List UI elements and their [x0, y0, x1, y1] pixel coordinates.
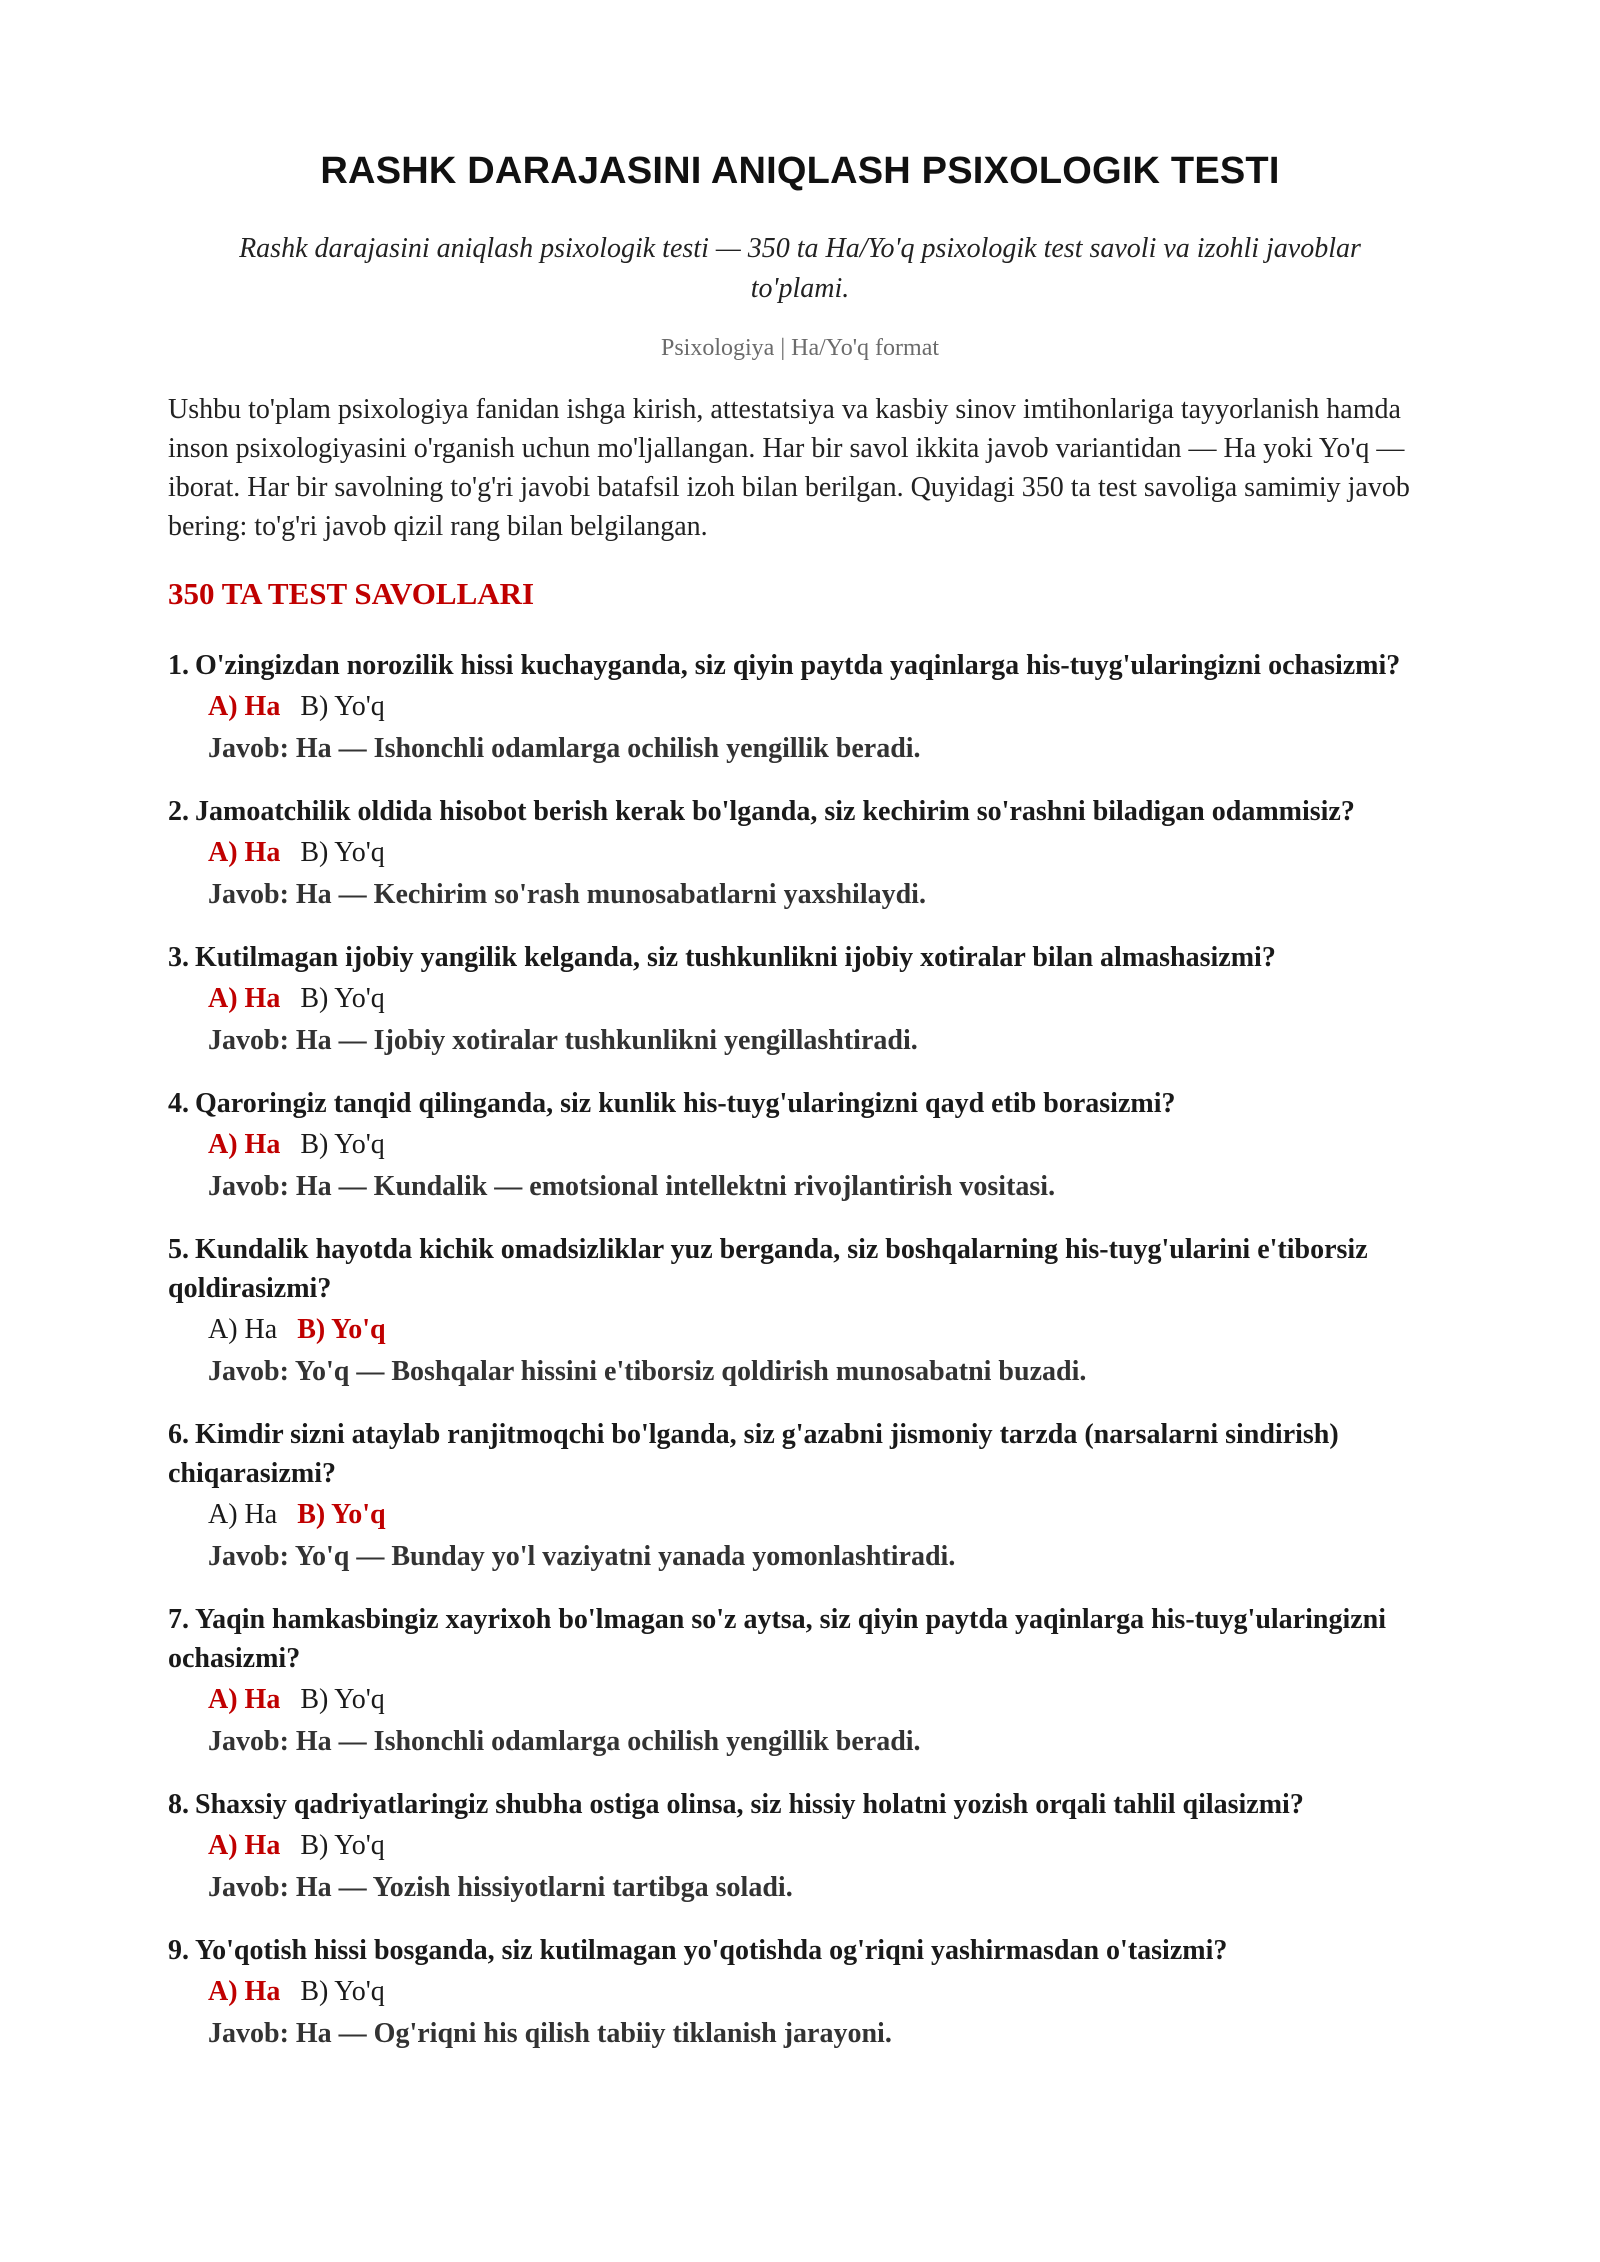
question-item: [168, 1084, 1432, 1208]
answer-explanation: Javob: Ha — Ijobiy xotiralar tushkunlikni yengillashtiradi.: [208, 1025, 918, 1056]
question-body: Kutilmagan ijobiy yangilik kelganda, siz tushkunlikni ijobiy xotiralar bilan almashasizmi?: [195, 942, 1276, 973]
option-b[interactable]: B) Yo'q: [297, 1314, 386, 1345]
question-number: 4.: [168, 1088, 189, 1119]
question-list: [168, 646, 1432, 2055]
page-subtitle: Rashk darajasini aniqlash psixologik testi — 350 ta Ha/Yo'q psixologik test savoli va izohli javoblar to'plami.: [239, 233, 1361, 304]
question-body: Yaqin hamkasbingiz xayrixoh bo'lmagan so'z aytsa, siz qiyin paytda yaqinlarga his-tuyg'ularingizni ochasizmi?: [168, 1604, 1387, 1674]
intro-paragraph: Ushbu to'plam psixologiya fanidan ishga kirish, attestatsiya va kasbiy sinov imtihonlariga tayyorlanish hamda inson psixologiyasini o'rganish uchun mo'ljallangan. Har bir savol ikkita javob variantidan — Ha yoki Yo'q — iborat. Har bir savolning to'g'ri javobi batafsil izoh bilan berilgan. Quyidagi 350 ta test savoliga samimiy javob bering: to'g'ri javob qizil rang bilan belgilangan.: [168, 394, 1410, 542]
question-body: Jamoatchilik oldida hisobot berish kerak bo'lganda, siz kechirim so'rashni biladigan odammisiz?: [195, 796, 1355, 827]
question-item: [168, 1230, 1432, 1393]
question-text: [168, 646, 1432, 685]
question-item: [168, 1600, 1432, 1763]
answer-options: [168, 1494, 1432, 1536]
option-b[interactable]: B) Yo'q: [300, 983, 385, 1014]
question-number: 7.: [168, 1604, 189, 1635]
option-a[interactable]: A) Ha: [208, 691, 281, 722]
question-item: [168, 1785, 1432, 1909]
answer-explanation: Javob: Ha — Og'riqni his qilish tabiiy tiklanish jarayoni.: [208, 2018, 892, 2049]
question-number: 5.: [168, 1234, 189, 1265]
question-item: [168, 938, 1432, 1062]
question-item: [168, 1931, 1432, 2055]
option-b[interactable]: B) Yo'q: [297, 1499, 386, 1530]
question-item: [168, 1415, 1432, 1578]
answer-options: [168, 686, 1432, 728]
option-b[interactable]: B) Yo'q: [300, 1684, 385, 1715]
option-a[interactable]: A) Ha: [208, 1129, 281, 1160]
answer-options: [168, 1309, 1432, 1351]
option-b[interactable]: B) Yo'q: [300, 1830, 385, 1861]
question-text: [168, 1785, 1432, 1824]
option-a[interactable]: A) Ha: [208, 1684, 281, 1715]
question-number: 6.: [168, 1419, 189, 1450]
question-body: Shaxsiy qadriyatlaringiz shubha ostiga olinsa, siz hissiy holatni yozish orqali tahlil qilasizmi?: [195, 1789, 1304, 1820]
option-a[interactable]: A) Ha: [208, 1976, 281, 2007]
page-meta: Psixologiya | Ha/Yo'q format: [660, 335, 940, 361]
answer-explanation: Javob: Yo'q — Bunday yo'l vaziyatni yanada yomonlashtiradi.: [208, 1541, 956, 1572]
answer-options: [168, 978, 1432, 1020]
question-body: Qaroringiz tanqid qilinganda, siz kunlik his-tuyg'ularingizni qayd etib borasizmi?: [195, 1088, 1176, 1119]
answer-options: [168, 1679, 1432, 1721]
question-item: [168, 792, 1432, 916]
option-b[interactable]: B) Yo'q: [300, 1976, 385, 2007]
option-b[interactable]: B) Yo'q: [300, 691, 385, 722]
option-a[interactable]: A) Ha: [208, 1499, 278, 1530]
question-text: [168, 938, 1432, 977]
answer-explanation: Javob: Ha — Yozish hissiyotlarni tartibga soladi.: [208, 1872, 793, 1903]
question-number: 9.: [168, 1935, 189, 1966]
option-a[interactable]: A) Ha: [208, 1314, 278, 1345]
answer-options: [168, 1825, 1432, 1867]
question-text: [168, 1931, 1432, 1970]
answer-options: [168, 1124, 1432, 1166]
option-b[interactable]: B) Yo'q: [300, 837, 385, 868]
page-title: RASHK DARAJASINI ANIQLASH PSIXOLOGIK TESTI: [320, 150, 1280, 192]
answer-options: [168, 832, 1432, 874]
question-body: Kundalik hayotda kichik omadsizliklar yuz berganda, siz boshqalarning his-tuyg'ularini e'tiborsiz qoldirasizmi?: [168, 1234, 1368, 1304]
question-text: [168, 1230, 1432, 1308]
question-text: [168, 792, 1432, 831]
question-number: 2.: [168, 796, 189, 827]
question-text: [168, 1084, 1432, 1123]
question-text: [168, 1600, 1432, 1678]
answer-explanation: Javob: Ha — Kundalik — emotsional intellektni rivojlantirish vositasi.: [208, 1171, 1056, 1202]
option-b[interactable]: B) Yo'q: [300, 1129, 385, 1160]
question-text: [168, 1415, 1432, 1493]
answer-explanation: Javob: Yo'q — Boshqalar hissini e'tiborsiz qoldirish munosabatni buzadi.: [208, 1356, 1087, 1387]
answer-options: [168, 1971, 1432, 2013]
question-body: O'zingizdan norozilik hissi kuchayganda, siz qiyin paytda yaqinlarga his-tuyg'ularingizni ochasizmi?: [195, 650, 1401, 681]
answer-explanation: Javob: Ha — Kechirim so'rash munosabatlarni yaxshilaydi.: [208, 879, 926, 910]
question-item: [168, 646, 1432, 770]
option-a[interactable]: A) Ha: [208, 983, 281, 1014]
question-number: 3.: [168, 942, 189, 973]
option-a[interactable]: A) Ha: [208, 1830, 281, 1861]
option-a[interactable]: A) Ha: [208, 837, 281, 868]
question-body: Yo'qotish hissi bosganda, siz kutilmagan yo'qotishda og'riqni yashirmasdan o'tasizmi?: [195, 1935, 1228, 1966]
question-number: 8.: [168, 1789, 189, 1820]
answer-explanation: Javob: Ha — Ishonchli odamlarga ochilish yengillik beradi.: [208, 733, 921, 764]
question-number: 1.: [168, 650, 189, 681]
answer-explanation: Javob: Ha — Ishonchli odamlarga ochilish yengillik beradi.: [208, 1726, 921, 1757]
section-heading: 350 TA TEST SAVOLLARI: [168, 576, 535, 611]
question-body: Kimdir sizni ataylab ranjitmoqchi bo'lganda, siz g'azabni jismoniy tarzda (narsalarni sindirish) chiqarasizmi?: [168, 1419, 1339, 1489]
